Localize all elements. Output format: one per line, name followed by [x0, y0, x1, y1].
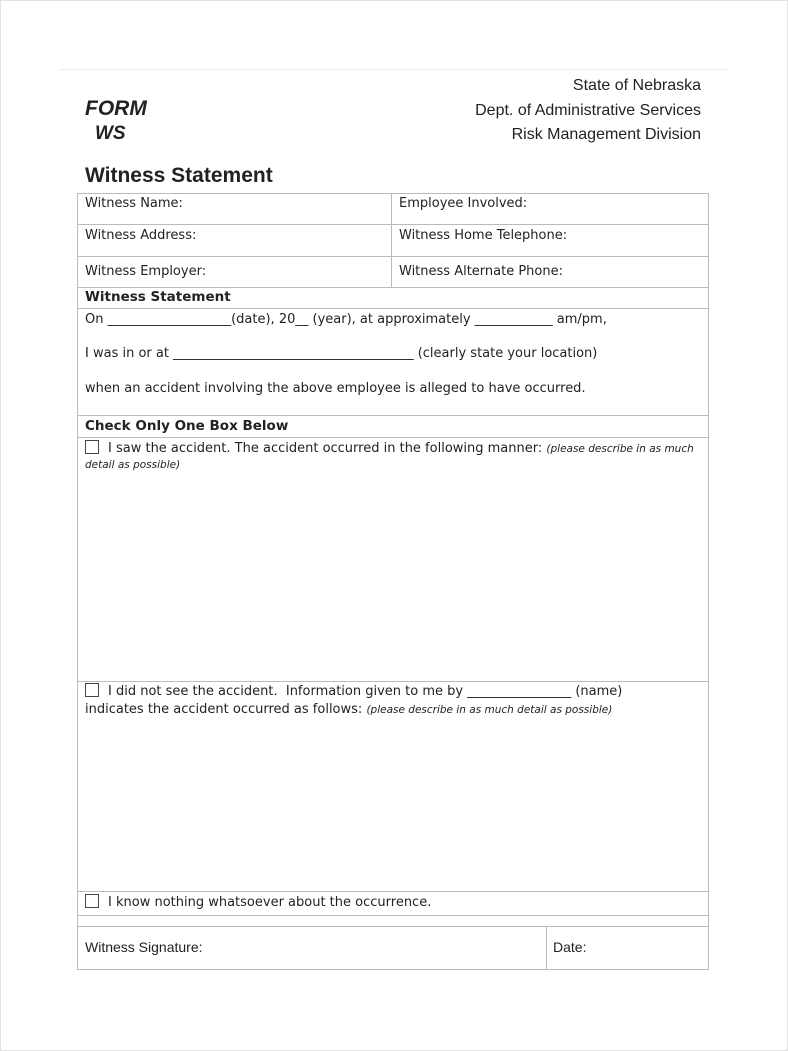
witness-home-telephone-field[interactable]: Witness Home Telephone: — [399, 228, 568, 243]
option-note: (please describe in as much detail as possible) — [85, 443, 694, 471]
divider — [59, 69, 729, 70]
form-table — [77, 193, 709, 970]
statement-location-line[interactable]: I was in or at _____________________________________ (clearly state your location) — [85, 346, 598, 361]
option-saw-accident — [85, 440, 695, 473]
form-code: WS — [95, 123, 126, 144]
option-label: indicates the accident occurred as follows: — [85, 702, 363, 717]
option-know-nothing — [85, 894, 431, 910]
option-did-not-see — [85, 683, 695, 719]
org-line: Dept. of Administrative Services — [475, 102, 701, 119]
option-label: I did not see the accident. Information given to me by ________________ (name) — [108, 684, 623, 699]
employee-involved-field[interactable]: Employee Involved: — [399, 196, 528, 211]
checkbox[interactable] — [85, 440, 99, 454]
statement-date-line[interactable]: On ___________________(date), 20__ (year), at approximately ____________ am/pm, — [85, 312, 607, 327]
check-heading: Check Only One Box Below — [85, 418, 289, 434]
option-label: I know nothing whatsoever about the occurrence. — [108, 895, 432, 910]
option-label: I saw the accident. The accident occurred in the following manner: — [108, 441, 543, 456]
option-note: (please describe in as much detail as possible) — [366, 704, 613, 716]
form-label: FORM — [85, 97, 147, 120]
checkbox[interactable] — [85, 683, 99, 697]
org-line: State of Nebraska — [572, 77, 701, 94]
org-line: Risk Management Division — [511, 126, 701, 143]
page-title: Witness Statement — [85, 164, 273, 187]
witness-alternate-phone-field[interactable]: Witness Alternate Phone: — [399, 264, 563, 279]
witness-name-field[interactable]: Witness Name: — [85, 196, 183, 211]
witness-employer-field[interactable]: Witness Employer: — [85, 264, 207, 279]
checkbox[interactable] — [85, 894, 99, 908]
witness-signature-field[interactable]: Witness Signature: — [85, 939, 203, 955]
statement-text: when an accident involving the above employee is alleged to have occurred. — [85, 381, 586, 396]
date-field[interactable]: Date: — [553, 939, 587, 955]
statement-heading: Witness Statement — [85, 289, 231, 305]
witness-address-field[interactable]: Witness Address: — [85, 228, 197, 243]
